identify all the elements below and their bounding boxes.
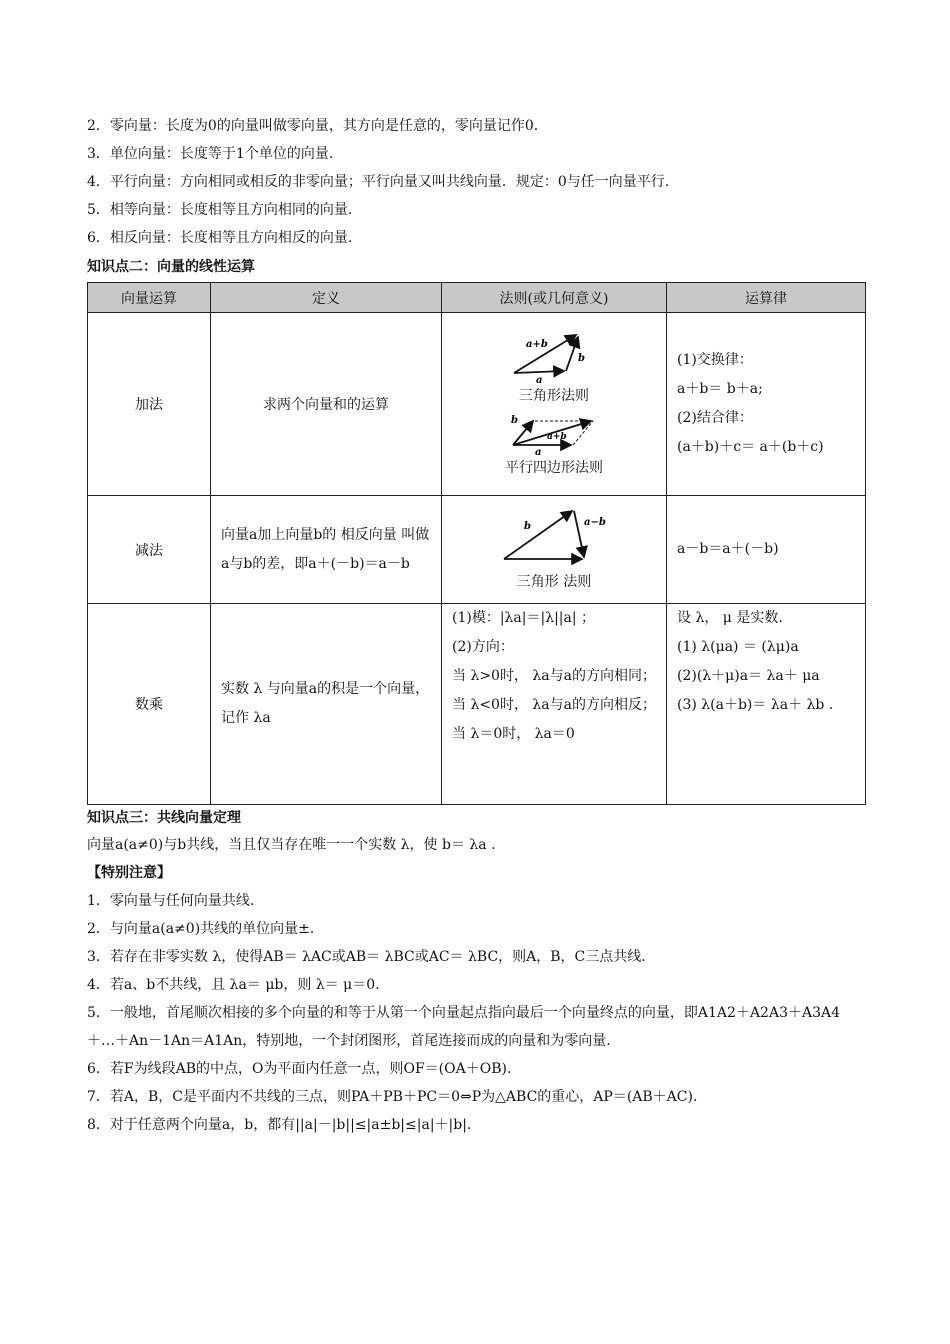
- label-a: a: [535, 447, 542, 455]
- addition-name: 加法: [88, 313, 211, 496]
- table-row-addition: [88, 313, 866, 496]
- scalar-rule-line: 当 λ＝0时， λa＝0: [452, 726, 575, 742]
- addition-law-line: (2)结合律：: [677, 410, 753, 426]
- note-item: 5．一般地，首尾顺次相接的多个向量的和等于从第一个向量起点指向最后一个向量终点的向量，即A1A2＋A2A3＋A3A4＋…＋An－1An＝A1An，特别地，一个封闭图形，首尾连接而成的向量和为零向量.: [87, 1005, 841, 1049]
- header-law: 运算律: [667, 283, 866, 313]
- scalar-rule-line: (2)方向：: [452, 639, 514, 655]
- label-b: b: [578, 353, 585, 364]
- note-item: 8．对于任意两个向量a，b，都有||a|－|b||≤|a±b|≤|a|＋|b|.: [87, 1117, 472, 1133]
- table-row-subtraction: [88, 496, 866, 604]
- header-definition: 定义: [211, 283, 442, 313]
- scalar-rule-line: (1)模：|λa|＝|λ||a| ；: [452, 610, 596, 626]
- addition-rule-cell: [442, 313, 667, 496]
- label-a-minus-b: a−b: [584, 516, 606, 528]
- label-b: b: [524, 520, 531, 532]
- note-item: 4．若a、b不共线，且 λa＝ μb，则 λ＝ μ＝0.: [87, 977, 380, 993]
- header-rule: 法则(或几何意义): [442, 283, 667, 313]
- scalar-law-line: (1) λ(μa) ＝ (λμ)a: [677, 639, 799, 655]
- subtraction-law: a－b＝a＋(－b): [667, 496, 866, 604]
- label-a-plus-b: a+b: [547, 432, 567, 442]
- triangle-rule-figure: [504, 327, 604, 383]
- subtraction-name: 减法: [88, 496, 211, 604]
- section2-title: 知识点二：向量的线性运算: [87, 259, 255, 275]
- scalar-name: 数乘: [88, 604, 211, 805]
- intro-line: 6．相反向量：长度相等且方向相反的向量.: [87, 230, 353, 246]
- section3-title: 知识点三：共线向量定理: [87, 810, 241, 826]
- scalar-definition: 实数 λ 与向量a的积是一个向量，记作 λa: [211, 604, 442, 805]
- addition-law-cell: [667, 313, 866, 496]
- triangle-rule-caption: 三角形法则: [519, 388, 589, 404]
- notes-list: [87, 887, 867, 1139]
- scalar-rule-line: 当 λ>0时， λa与a的方向相同；: [452, 668, 656, 684]
- addition-definition: 求两个向量和的运算: [211, 313, 442, 496]
- notes-title: 【特别注意】: [87, 865, 171, 881]
- table-row-scalar: [88, 604, 866, 805]
- scalar-rule-cell: [442, 604, 667, 805]
- addition-law-line: a＋b＝ b＋a;: [677, 381, 763, 397]
- subtraction-triangle-figure: [494, 505, 614, 569]
- document-page: [87, 112, 867, 1139]
- note-item: 1．零向量与任何向量共线.: [87, 893, 255, 909]
- subtraction-definition: 向量a加上向量b的 相反向量 叫做a与b的差，即a＋(－b)＝a－b: [211, 496, 442, 604]
- intro-line: 3．单位向量：长度等于1个单位的向量.: [87, 146, 334, 162]
- addition-law-line: (1)交换律：: [677, 352, 753, 368]
- label-b: b: [511, 415, 518, 426]
- scalar-rule-line: 当 λ<0时， λa与a的方向相反；: [452, 697, 656, 713]
- label-a: a: [536, 375, 543, 383]
- intro-line: 2．零向量：长度为0的向量叫做零向量，其方向是任意的，零向量记作0.: [87, 118, 539, 134]
- linear-operations-table: [87, 282, 866, 805]
- addition-law-line: (a＋b)＋c＝ a＋(b＋c): [677, 439, 824, 455]
- intro-line: 5．相等向量：长度相等且方向相同的向量.: [87, 202, 353, 218]
- note-item: 7．若A，B，C是平面内不共线的三点，则PA＋PB＋PC＝0⇔P为△ABC的重心，AP＝(AB＋AC).: [87, 1089, 698, 1105]
- scalar-law-cell: [667, 604, 866, 805]
- note-item: 2．与向量a(a≠0)共线的单位向量±.: [87, 921, 315, 937]
- intro-list: [87, 112, 867, 252]
- intro-line: 4．平行向量：方向相同或相反的非零向量；平行向量又叫共线向量．规定：0与任一向量平行.: [87, 174, 670, 190]
- section3-text: 向量a(a≠0)与b共线，当且仅当存在唯一一个实数 λ，使 b＝ λa .: [87, 837, 496, 853]
- scalar-law-line: 设 λ， μ 是实数.: [677, 610, 783, 626]
- parallelogram-rule-figure: [499, 409, 609, 455]
- note-item: 3．若存在非零实数 λ，使得AB＝ λAC或AB＝ λBC或AC＝ λBC，则A，B，C三点共线.: [87, 949, 646, 965]
- label-a-plus-b: a+b: [526, 339, 548, 350]
- subtraction-rule-cell: [442, 496, 667, 604]
- subtraction-rule-caption: 三角形 法则: [516, 573, 592, 590]
- table-header-row: [88, 283, 866, 313]
- scalar-law-line: (2)(λ＋μ)a＝ λa＋ μa: [677, 668, 820, 684]
- note-item: 6．若F为线段AB的中点，O为平面内任意一点，则OF＝(OA＋OB).: [87, 1061, 512, 1077]
- parallelogram-rule-caption: 平行四边形法则: [505, 460, 603, 476]
- header-operation: 向量运算: [88, 283, 211, 313]
- scalar-law-line: (3) λ(a＋b)＝ λa＋ λb .: [677, 697, 834, 713]
